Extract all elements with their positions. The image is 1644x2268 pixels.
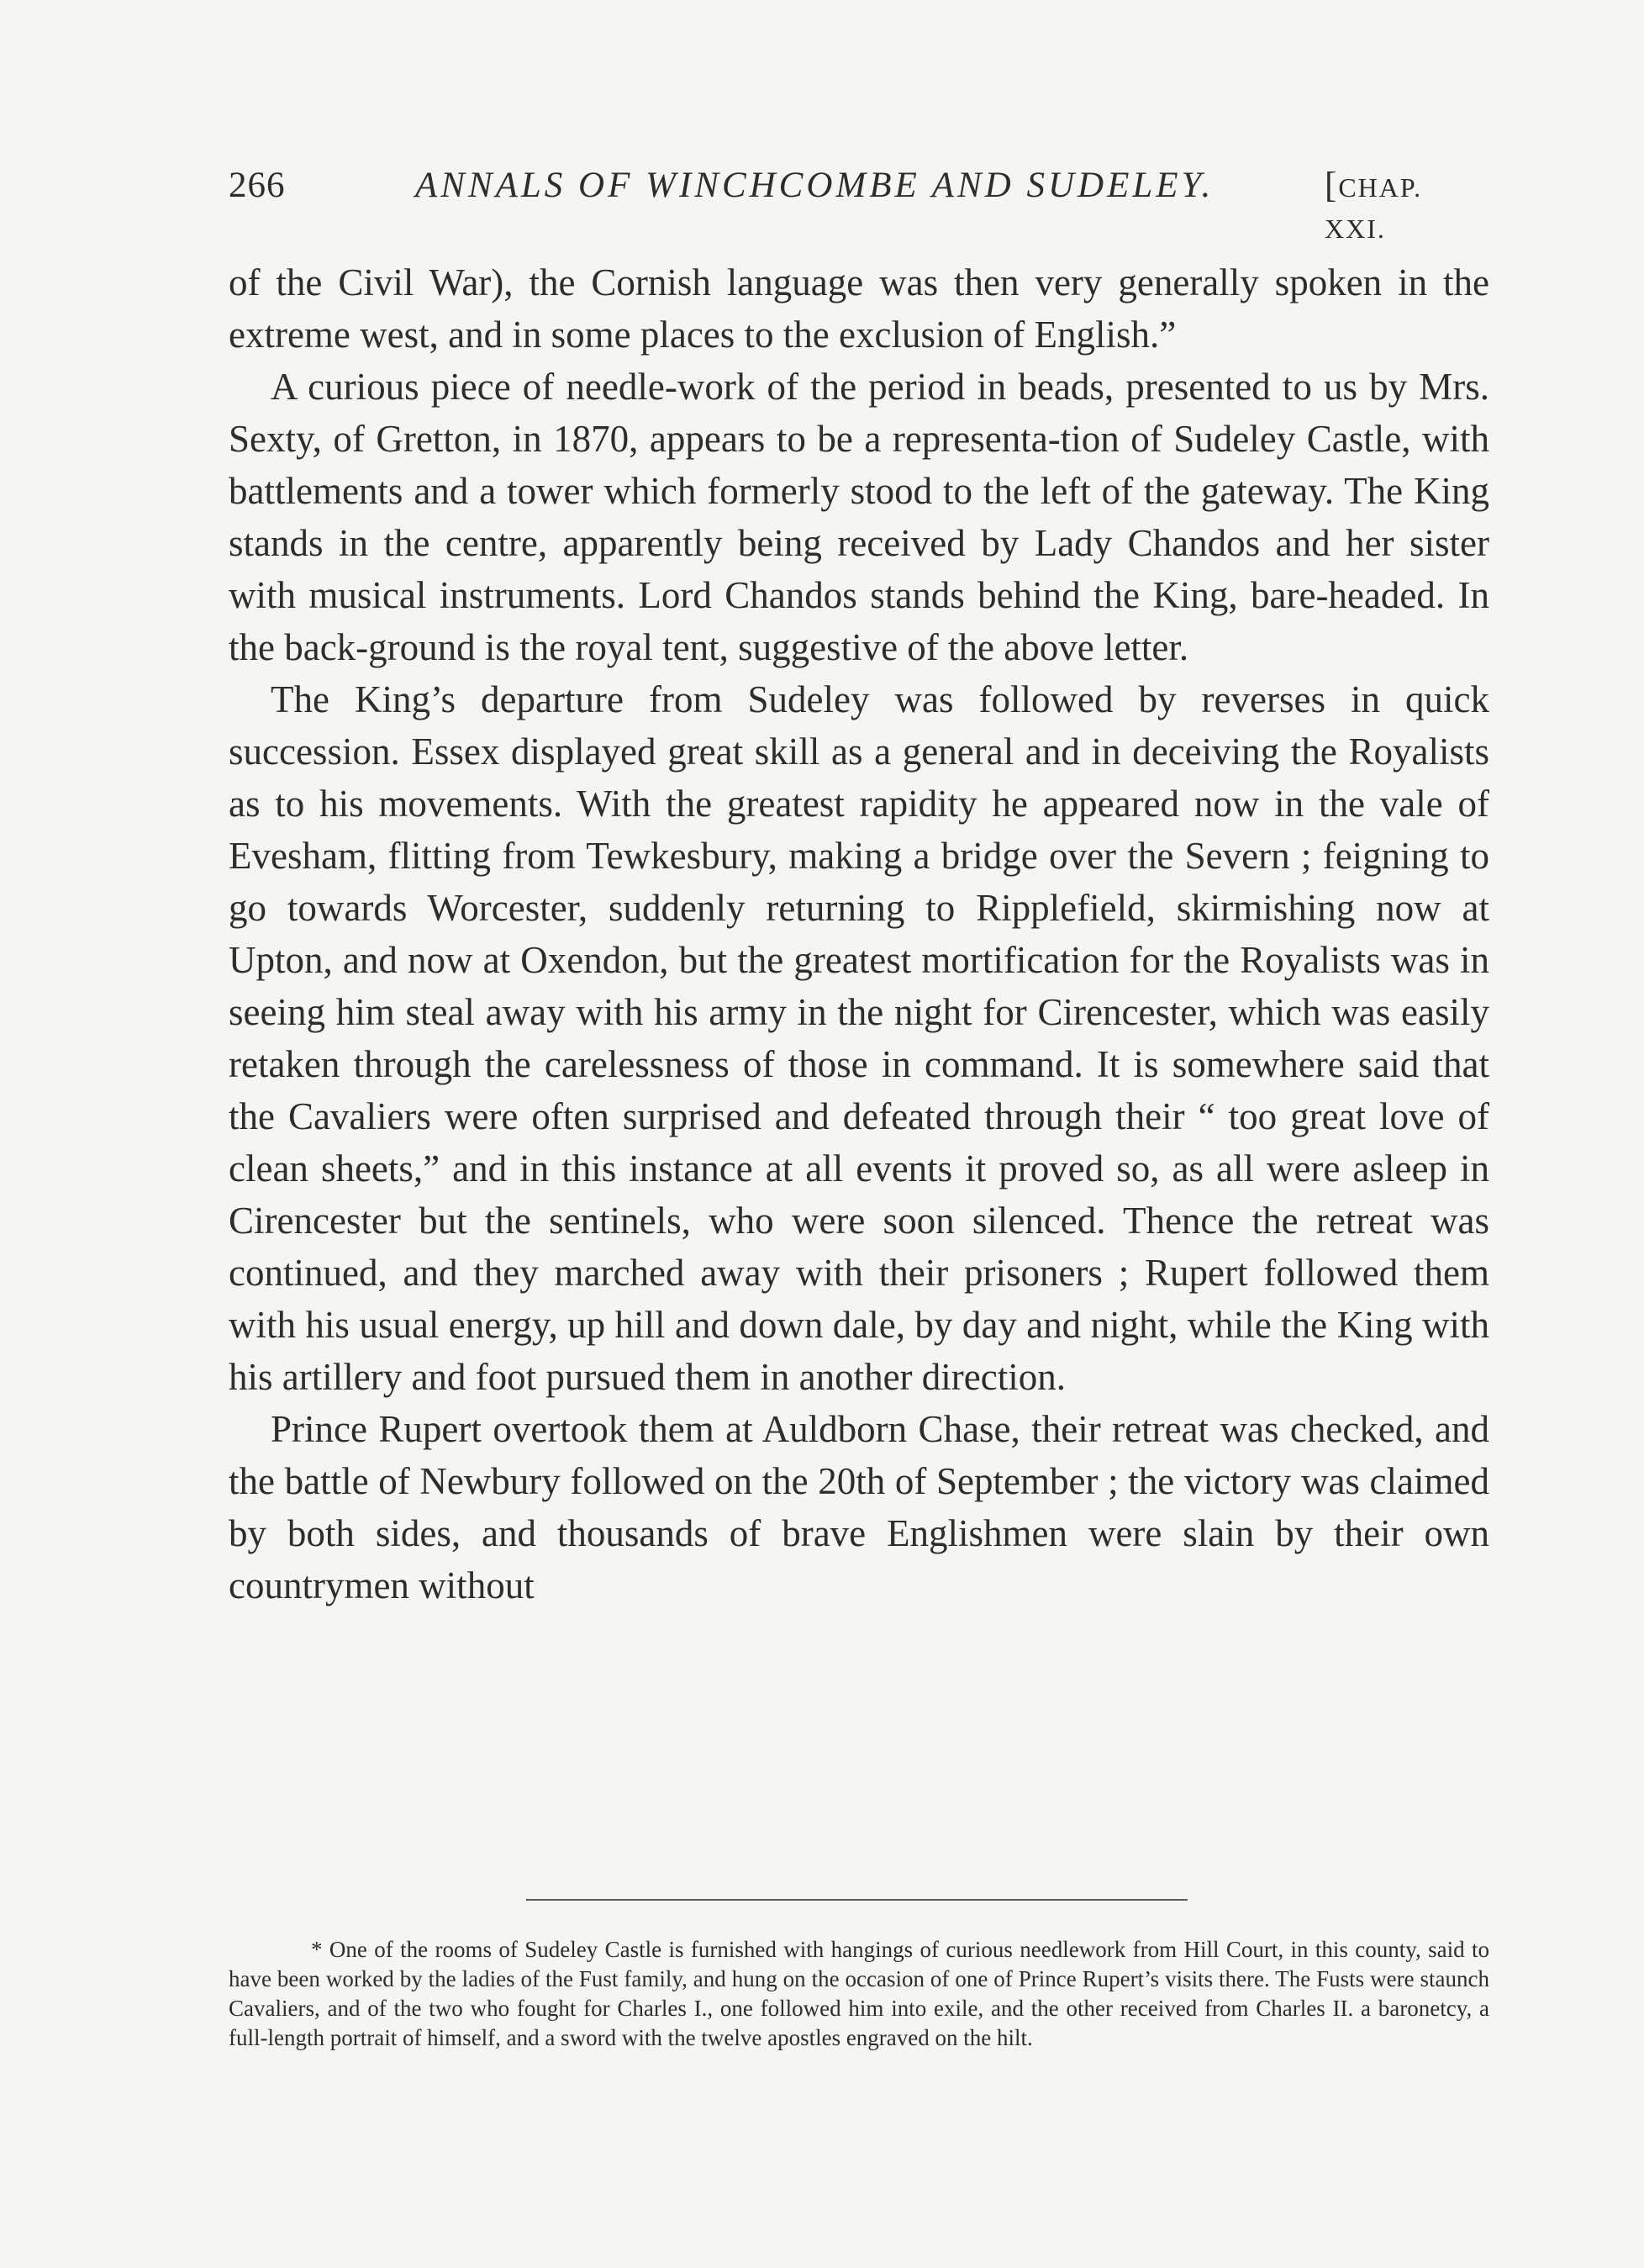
paragraph-continuation: of the Civil War), the Cornish language was then very generally spoken in the extreme west, and in some places to the exclusion of English.”	[229, 261, 1489, 356]
page-number: 266	[229, 166, 286, 205]
chapter-label	[1325, 165, 1489, 247]
body-text	[229, 256, 1489, 1611]
running-header	[229, 165, 1489, 244]
footnote-divider	[526, 1899, 1188, 1901]
running-title: ANNALS OF WINCHCOMBE AND SUDELEY.	[415, 166, 1215, 205]
paragraph-kings-departure: The King’s departure from Sudeley was followed by reverses in quick succession. Essex displayed great skill as a general and in deceiving the Royalists as to his movements. With the greatest rapidity he appeared now in the vale of Evesham, flitting from Tewkesbury, making a bridge over the Severn ; feigning to go towards Worcester, suddenly returning to Ripplefield, skirmishing now at Upton, and now at Oxendon, but the greatest mortification for the Royalists was in seeing him steal away with his army in the night for Cirencester, which was easily retaken through the carelessness of those in command. It is somewhere said that the Cavaliers were often surprised and defeated through their “ too great love of clean sheets,” and in this instance at all events it proved so, as all were asleep in Cirencester but the sentinels, who were soon silenced. Thence the retreat was continued, and they marched away with their prisoners ; Rupert followed them with his usual energy, up hill and down dale, by day and night, while the King with his artillery and foot pursued them in another direction.	[229, 678, 1489, 1398]
chapter-number: CHAP. XXI.	[1325, 172, 1423, 244]
footnote: * One of the rooms of Sudeley Castle is furnished with hangings of curious needlework from Hill Court, in this county, said to have been worked by the ladies of the Fust family, and hung on the occasion of one of Prince Rupert’s visits there. The Fusts were staunch Cavaliers, and of the two who fought for Charles I., one followed him into exile, and the other received from Charles II. a baronetcy, a full-length portrait of himself, and a sword with the twelve apostles engraved on the hilt.	[229, 1937, 1489, 2050]
paragraph-newbury: Prince Rupert overtook them at Auldborn Chase, their retreat was checked, and the battle of Newbury followed on the 20th of September ; the victory was claimed by both sides, and thousands of brave Englishmen were slain by their own countrymen without	[229, 1408, 1489, 1606]
paragraph-needlework: A curious piece of needle-work of the period in beads, presented to us by Mrs. Sexty, of Gretton, in 1870, appears to be a representa-tion of Sudeley Castle, with battlements and a tower which formerly stood to the left of the gateway. The King stands in the centre, apparently being received by Lady Chandos and her sister with musical instruments. Lord Chandos stands behind the King, bare-headed. In the back-ground is the royal tent, suggestive of the above letter.	[229, 366, 1489, 668]
chapter-bracket: [	[1325, 166, 1339, 205]
